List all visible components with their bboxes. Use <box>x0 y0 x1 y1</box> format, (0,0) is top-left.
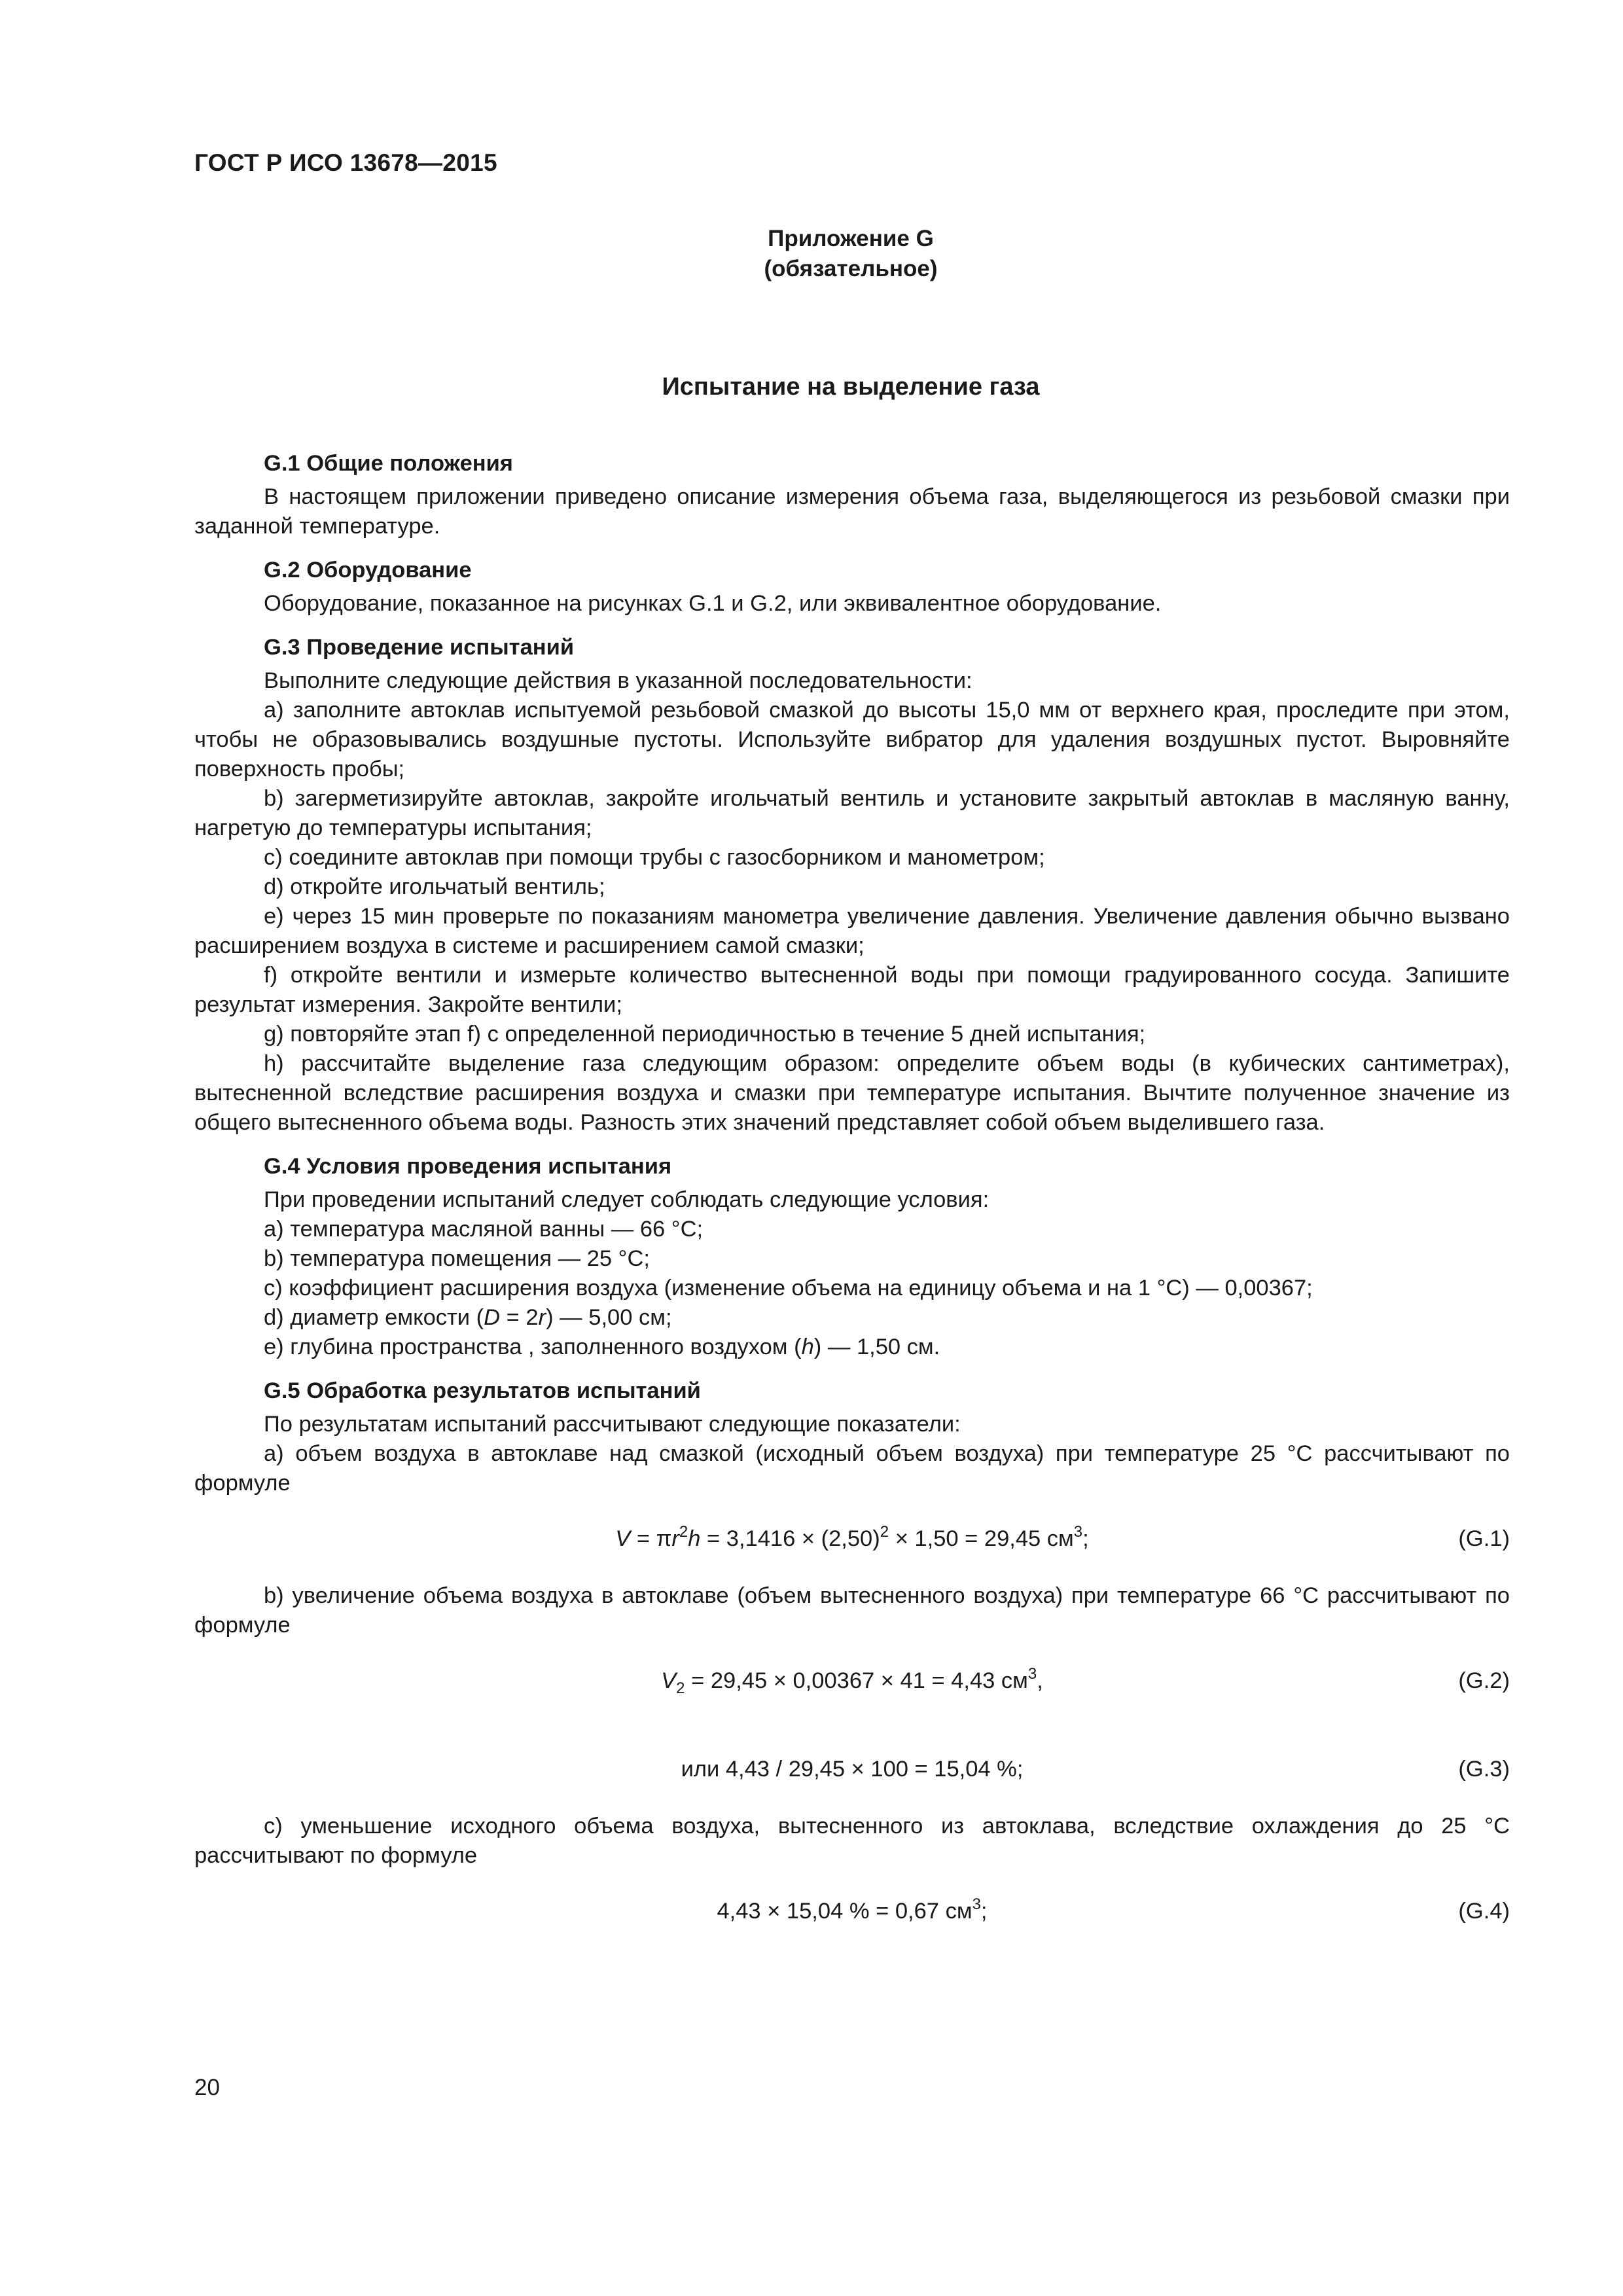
list-item: b) загерметизируйте автоклав, закройте игольчатый вентиль и установите закрытый автоклав в масляную ванну, нагретую до температуры испытания; <box>194 786 1510 840</box>
formula-number: (G.4) <box>1458 1899 1510 1924</box>
list-item: c) уменьшение исходного объема воздуха, вытесненного из автоклава, вследствие охлаждения до 25 °C рассчитывают по формуле <box>194 1814 1510 1868</box>
section-heading-g1: G.1 Общие положения <box>264 451 513 476</box>
section-text-g2: Оборудование, показанное на рисунках G.1 и G.2, или эквивалентное оборудование. <box>264 591 1162 616</box>
formula-expression: 4,43 × 15,04 % = 0,67 $см^3$; <box>717 1895 988 1924</box>
list-item: a) заполните автоклав испытуемой резьбовой смазкой до высоты 15,0 мм от верхнего края, проследите при этом, чтобы не образовывались воздушные пустоты. Используйте вибратор для удаления воздушных пустот. Выровняйте поверхность пробы; <box>194 698 1510 781</box>
list-item-depth: e) глубина пространства , заполненного воздухом (h) — 1,50 см. <box>264 1335 940 1359</box>
formula-number: (G.2) <box>1458 1668 1510 1693</box>
appendix-title: Испытание на выделение газа <box>662 373 1040 401</box>
standard-designation: ГОСТ Р ИСО 13678—2015 <box>194 149 497 176</box>
section-text-g1: В настоящем приложении приведено описание измерения объема газа, выделяющегося из резьбовой смазки при заданной температуре. <box>194 484 1510 539</box>
appendix-heading <box>0 224 1623 284</box>
list-item: a) объем воздуха в автоклаве над смазкой (исходный объем воздуха) при температуре 25 °C рассчитывают по формуле <box>194 1441 1510 1496</box>
formula-expression: или 4,43 / 29,45 × 100 = 15,04 %; <box>681 1757 1024 1782</box>
list-item: b) температура помещения — 25 °C; <box>264 1246 650 1271</box>
section-heading-g5: G.5 Обработка результатов испытаний <box>264 1378 701 1403</box>
list-item-diameter: d) диаметр емкости (D = 2r) — 5,00 см; <box>264 1305 672 1330</box>
list-item: a) температура масляной ванны — 66 °C; <box>264 1217 704 1242</box>
section-intro-g3: Выполните следующие действия в указанной последовательности: <box>264 668 972 693</box>
section-heading-g4: G.4 Условия проведения испытания <box>264 1154 672 1179</box>
section-intro-g5: По результатам испытаний рассчитывают следующие показатели: <box>264 1412 961 1437</box>
list-item: h) рассчитайте выделение газа следующим образом: определите объем воды (в кубических сантиметрах), вытесненной вследствие расширения воздуха и смазки при температуре испытания. Вычтите полученное значение из общего вытесненного объема воды. Разность этих значений представляет собой объем выделившего газа. <box>194 1051 1510 1135</box>
formula-g1 <box>194 1524 1510 1554</box>
list-item: c) соедините автоклав при помощи трубы с газосборником и манометром; <box>264 845 1045 870</box>
formula-g2 <box>194 1666 1510 1696</box>
list-item: c) коэффициент расширения воздуха (изменение объема на единицу объема и на 1 °C) — 0,00367; <box>264 1276 1313 1300</box>
formula-g3 <box>194 1755 1510 1784</box>
document-body <box>194 449 1510 1926</box>
section-heading-g3: G.3 Проведение испытаний <box>264 635 575 660</box>
list-item: g) повторяйте этап f) с определенной периодичностью в течение 5 дней испытания; <box>264 1022 1146 1047</box>
formula-expression: $V_2 = 29,45 \times 0,00367 \times 41 = 4,43$ $см^3$, <box>661 1665 1043 1697</box>
section-intro-g4: При проведении испытаний следует соблюдать следующие условия: <box>264 1187 990 1212</box>
list-item: f) откройте вентили и измерьте количество вытесненной воды при помощи градуированного сосуда. Запишите результат измерения. Закройте вентили; <box>194 963 1510 1017</box>
appendix-kind: (обязательное) <box>764 256 938 281</box>
section-heading-g2: G.2 Оборудование <box>264 558 472 583</box>
formula-g4 <box>194 1897 1510 1926</box>
appendix-label: Приложение G <box>768 226 934 251</box>
list-item: d) откройте игольчатый вентиль; <box>264 874 605 899</box>
list-item: b) увеличение объема воздуха в автоклаве (объем вытесненного воздуха) при температуре 66 °C рассчитывают по формуле <box>194 1583 1510 1638</box>
formula-expression: $V = \pi r^2h = 3,1416 \times (2,50)^2 \times 1,50 = 29,45$ $см^3$; <box>615 1523 1089 1551</box>
formula-number: (G.3) <box>1458 1757 1510 1782</box>
list-item: e) через 15 мин проверьте по показаниям манометра увеличение давления. Увеличение давления обычно вызвано расширением воздуха в системе и расширением самой смазки; <box>194 904 1510 958</box>
page-number: 20 <box>194 2075 220 2100</box>
formula-number: (G.1) <box>1458 1526 1510 1551</box>
